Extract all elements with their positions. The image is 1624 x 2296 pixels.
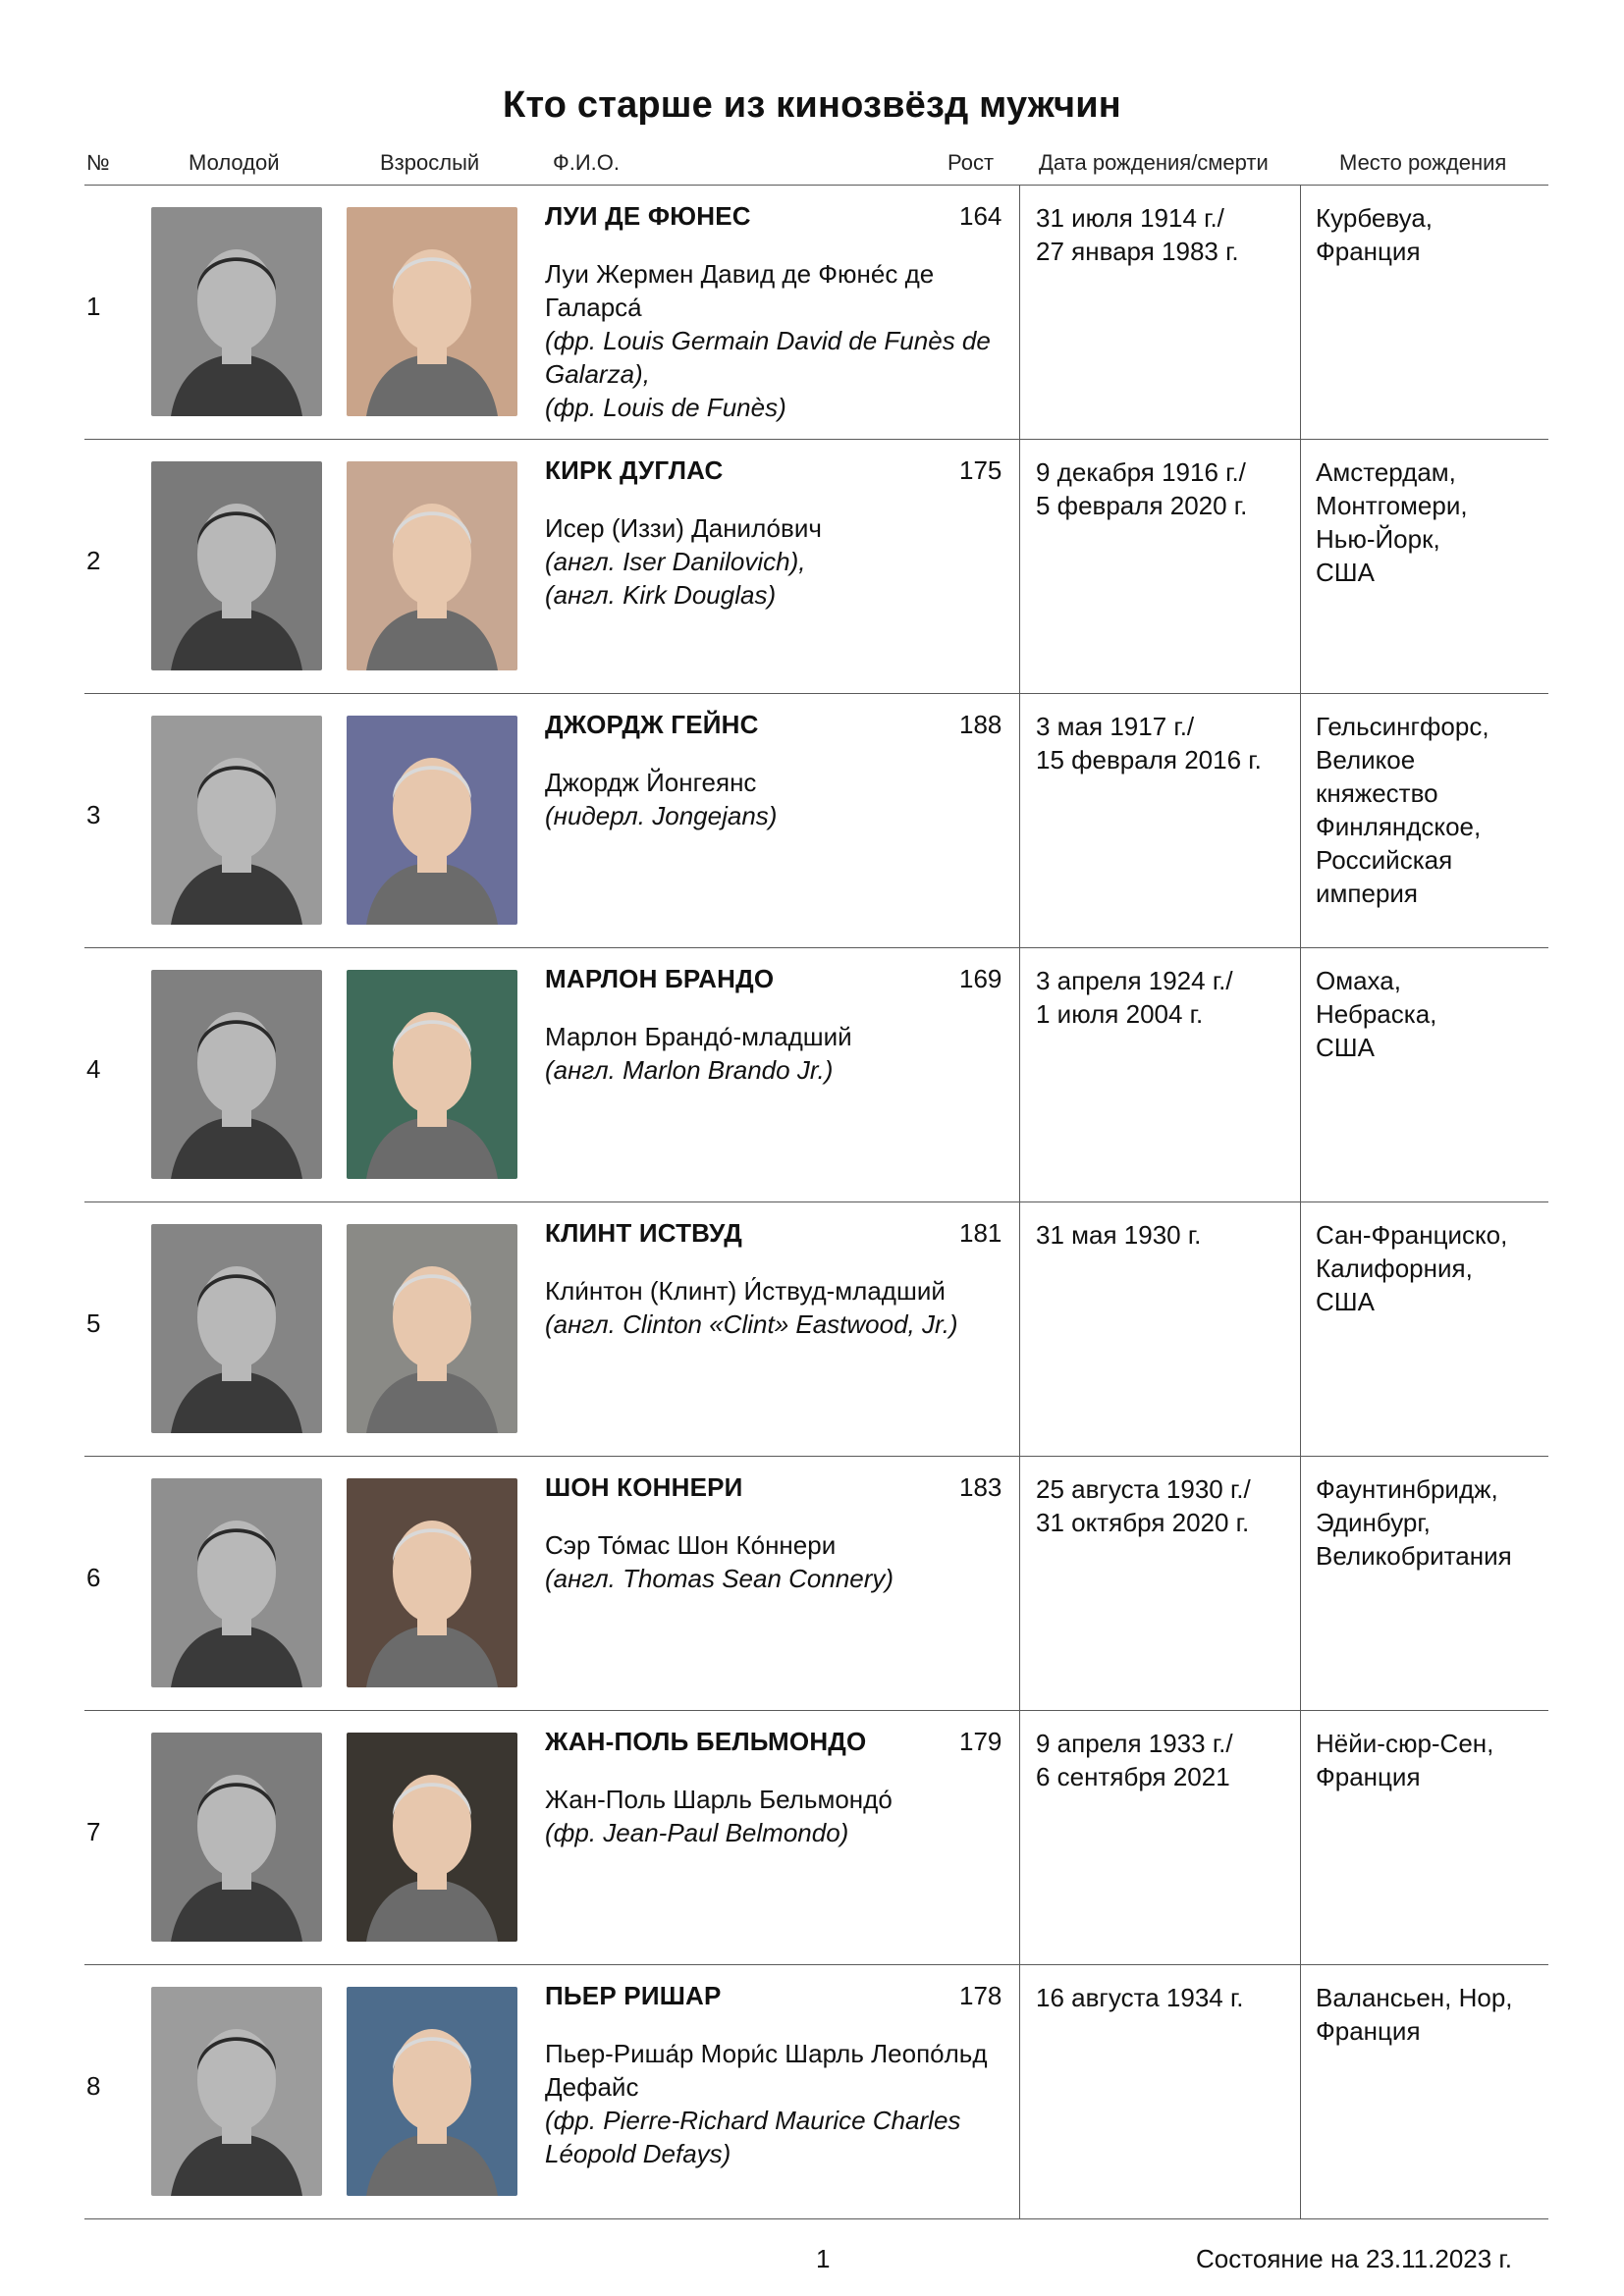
young-photo <box>151 1987 322 2196</box>
full-name: Пьер-Риша́р Мори́с Шарль Леопо́льд Дефайс <box>545 2039 988 2102</box>
row-number: 4 <box>86 1054 101 1084</box>
young-photo <box>151 716 322 925</box>
actor-name: ЖАН-ПОЛЬ БЕЛЬМОНДО <box>545 1727 867 1756</box>
original-name: (англ. Iser Danilovich), <box>545 547 806 576</box>
adult-photo <box>347 461 517 670</box>
birthplace-line: Небраска, <box>1316 999 1437 1029</box>
header-height: Рост <box>947 150 995 175</box>
adult-photo <box>347 970 517 1179</box>
row-number: 7 <box>86 1817 101 1846</box>
page-title: Кто старше из кинозвёзд мужчин <box>503 84 1121 126</box>
date-line: 25 августа 1930 г./ <box>1036 1474 1251 1504</box>
life-dates <box>1036 1218 1296 1252</box>
birthplace-line: Валансьен, Нор, <box>1316 1983 1513 2012</box>
original-name: (фр. Louis Germain David de Funès de Galarza), <box>545 326 991 389</box>
birthplace-line: Нёйи-сюр-Сен, <box>1316 1729 1494 1758</box>
row-number: 2 <box>86 546 101 575</box>
birthplace-line: империя <box>1316 879 1418 908</box>
date-line: 6 сентября 2021 <box>1036 1762 1230 1791</box>
row-number: 3 <box>86 800 101 829</box>
birthplace <box>1316 201 1546 268</box>
original-name: (англ. Kirk Douglas) <box>545 580 777 610</box>
life-dates <box>1036 1981 1296 2014</box>
full-name: Сэр То́мас Шон Ко́ннери <box>545 1530 837 1560</box>
birthplace-line: Финляндское, <box>1316 812 1482 841</box>
birthplace-line: Эдинбург, <box>1316 1508 1431 1537</box>
row-number: 5 <box>86 1308 101 1338</box>
date-line: 5 февраля 2020 г. <box>1036 491 1248 520</box>
adult-photo <box>347 207 517 416</box>
birthplace-line: США <box>1316 1033 1375 1062</box>
birthplace <box>1316 1218 1546 1318</box>
date-line: 1 июля 2004 г. <box>1036 999 1204 1029</box>
header-dates: Дата рождения/смерти <box>1039 150 1269 175</box>
row-number: 8 <box>86 2071 101 2101</box>
birthplace-line: Омаха, <box>1316 966 1401 995</box>
row-divider <box>84 2218 1548 2219</box>
actor-height: 179 <box>959 1727 1002 1756</box>
actor-name: ЛУИ ДЕ ФЮНЕС <box>545 201 751 231</box>
full-name-block <box>545 511 1006 612</box>
life-dates <box>1036 1472 1296 1539</box>
birthplace-line: Франция <box>1316 2016 1421 2046</box>
row-number: 6 <box>86 1563 101 1592</box>
life-dates <box>1036 1727 1296 1793</box>
full-name-block <box>545 1020 1006 1087</box>
actor-height: 169 <box>959 964 1002 993</box>
life-dates <box>1036 201 1296 268</box>
actor-name: ДЖОРДЖ ГЕЙНС <box>545 710 759 739</box>
full-name: Джордж Йонгеянс <box>545 768 757 797</box>
actor-name: КЛИНТ ИСТВУД <box>545 1218 742 1248</box>
young-photo <box>151 1224 322 1433</box>
birthplace-line: Сан-Франциско, <box>1316 1220 1508 1250</box>
adult-photo <box>347 1987 517 2196</box>
actor-name: МАРЛОН БРАНДО <box>545 964 775 993</box>
actor-height: 183 <box>959 1472 1002 1502</box>
birthplace-line: Амстердам, <box>1316 457 1456 487</box>
adult-photo <box>347 1733 517 1942</box>
full-name: Кли́нтон (Клинт) И́ствуд-младший <box>545 1276 946 1306</box>
date-line: 9 декабря 1916 г./ <box>1036 457 1246 487</box>
birthplace-line: Великобритания <box>1316 1541 1512 1571</box>
young-photo <box>151 1478 322 1687</box>
birthplace-line: княжество <box>1316 778 1438 808</box>
young-photo <box>151 207 322 416</box>
birthplace-line: США <box>1316 558 1375 587</box>
date-line: 15 февраля 2016 г. <box>1036 745 1262 774</box>
young-photo <box>151 970 322 1179</box>
row-number: 1 <box>86 292 101 321</box>
date-line: 3 мая 1917 г./ <box>1036 712 1195 741</box>
birthplace-line: Гельсингфорс, <box>1316 712 1489 741</box>
young-photo <box>151 461 322 670</box>
full-name: Жан-Поль Шарль Бельмондо́ <box>545 1785 893 1814</box>
full-name: Луи Жермен Давид де Фюне́с де Галарса́ <box>545 259 935 322</box>
actor-height: 164 <box>959 201 1002 231</box>
actor-name: ШОН КОННЕРИ <box>545 1472 743 1502</box>
birthplace <box>1316 964 1546 1064</box>
table-row <box>0 1202 1624 1457</box>
date-line: 9 апреля 1933 г./ <box>1036 1729 1233 1758</box>
date-line: 31 июля 1914 г./ <box>1036 203 1224 233</box>
actor-height: 178 <box>959 1981 1002 2010</box>
date-line: 31 октября 2020 г. <box>1036 1508 1250 1537</box>
original-name: (фр. Jean-Paul Belmondo) <box>545 1818 849 1847</box>
full-name: Марлон Брандо́-младший <box>545 1022 852 1051</box>
birthplace-line: Фаунтинбридж, <box>1316 1474 1498 1504</box>
original-name: (англ. Marlon Brando Jr.) <box>545 1055 834 1085</box>
full-name-block <box>545 1274 1006 1341</box>
birthplace <box>1316 710 1546 910</box>
full-name-block <box>545 257 1006 424</box>
adult-photo <box>347 716 517 925</box>
full-name: Исер (Иззи) Данило́вич <box>545 513 822 543</box>
actor-name: КИРК ДУГЛАС <box>545 455 724 485</box>
date-line: 16 августа 1934 г. <box>1036 1983 1244 2012</box>
birthplace-line: Франция <box>1316 237 1421 266</box>
birthplace-line: Курбевуа, <box>1316 203 1434 233</box>
full-name-block <box>545 1528 1006 1595</box>
table-row <box>0 440 1624 694</box>
date-line: 27 января 1983 г. <box>1036 237 1239 266</box>
birthplace <box>1316 1727 1546 1793</box>
original-name: (фр. Louis de Funès) <box>545 393 786 422</box>
header-fio: Ф.И.О. <box>553 150 620 175</box>
life-dates <box>1036 964 1296 1031</box>
full-name-block <box>545 2037 1006 2170</box>
birthplace-line: США <box>1316 1287 1375 1316</box>
birthplace-line: Монтгомери, <box>1316 491 1468 520</box>
birthplace <box>1316 1981 1546 2048</box>
birthplace-line: Калифорния, <box>1316 1254 1473 1283</box>
actor-height: 188 <box>959 710 1002 739</box>
table-row <box>0 186 1624 440</box>
date-line: 31 мая 1930 г. <box>1036 1220 1202 1250</box>
original-name: (англ. Thomas Sean Connery) <box>545 1564 894 1593</box>
birthplace <box>1316 455 1546 589</box>
birthplace-line: Франция <box>1316 1762 1421 1791</box>
adult-photo <box>347 1478 517 1687</box>
full-name-block <box>545 1783 1006 1849</box>
young-photo <box>151 1733 322 1942</box>
header-adult: Взрослый <box>380 150 480 175</box>
life-dates <box>1036 455 1296 522</box>
full-name-block <box>545 766 1006 832</box>
actor-name: ПЬЕР РИШАР <box>545 1981 722 2010</box>
table-row <box>0 1457 1624 1711</box>
life-dates <box>1036 710 1296 776</box>
original-name: (фр. Pierre-Richard Maurice Charles Léopold Defays) <box>545 2106 961 2168</box>
table-row <box>0 694 1624 948</box>
table-row <box>0 1711 1624 1965</box>
header-place: Место рождения <box>1339 150 1507 175</box>
original-name: (нидерл. Jongejans) <box>545 801 778 830</box>
table-row <box>0 948 1624 1202</box>
status-date: Состояние на 23.11.2023 г. <box>1196 2244 1512 2273</box>
birthplace-line: Великое <box>1316 745 1416 774</box>
birthplace-line: Российская <box>1316 845 1453 875</box>
adult-photo <box>347 1224 517 1433</box>
header-num: № <box>86 150 110 175</box>
actor-height: 175 <box>959 455 1002 485</box>
table-row <box>0 1965 1624 2219</box>
page-number: 1 <box>816 2244 831 2273</box>
birthplace-line: Нью-Йорк, <box>1316 524 1440 554</box>
date-line: 3 апреля 1924 г./ <box>1036 966 1233 995</box>
birthplace <box>1316 1472 1546 1573</box>
header-young: Молодой <box>189 150 280 175</box>
original-name: (англ. Clinton «Clint» Eastwood, Jr.) <box>545 1309 958 1339</box>
actor-height: 181 <box>959 1218 1002 1248</box>
